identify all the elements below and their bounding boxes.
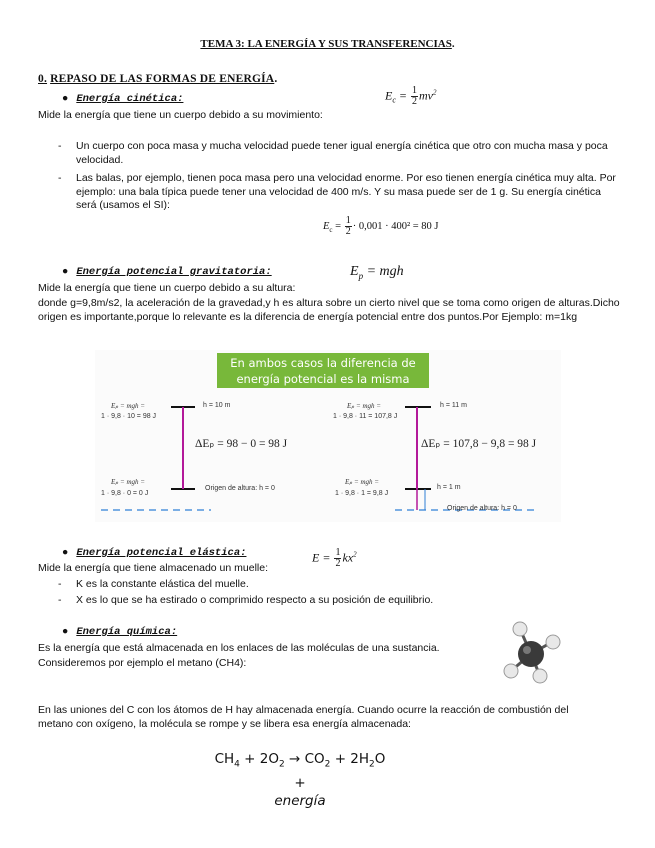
elastic-heading: ● Energía potencial elástica: bbox=[62, 547, 247, 559]
gravitational-formula: $E_p$ = mgh bbox=[350, 264, 404, 281]
gravitational-body: donde g=9,8m/s2, la aceleración de la gravedad,y h es altura sobre un cierto nivel que se toma como origen de alturas.Dicho origen es importante,porque lo relevante es la diferencia de energía potencial entre dos puntos.Por Ejemplo: m=1kg bbox=[38, 297, 620, 323]
kinetic-example-formula: $E_c$ = $\frac{1}{2}$ · 0,001 · 400² = 80 J bbox=[323, 215, 439, 237]
elastic-point-1: K es la constante elástica del muelle. bbox=[76, 578, 249, 590]
kinetic-heading: ● Energía cinética: bbox=[62, 93, 184, 105]
section-heading: 0. REPASO DE LAS FORMAS DE ENERGÍA. bbox=[38, 73, 278, 85]
chemical-line-2: Consideremos por ejemplo el metano (CH4): bbox=[38, 657, 247, 669]
chemical-line-1: Es la energía que está almacenada en los enlaces de las moléculas de una sustancia. bbox=[38, 642, 440, 654]
kinetic-intro: Mide la energía que tiene un cuerpo debido a su movimiento: bbox=[38, 109, 323, 121]
kinetic-point-2: Las balas, por ejemplo, tienen poca masa pero una velocidad enorme. Por eso tienen energía cinética muy alta. Por ejemplo: una bala típica puede tener una velocidad de 400 m/s. Y su masa puede ser de 1 g. Su energía cinética será (usamos el SI): bbox=[76, 172, 616, 211]
combustion-equation: $CH_4 + 2O_2 \to CO_2 + 2H_2O$ + energía bbox=[214, 751, 386, 809]
page-title: TEMA 3: LA ENERGÍA Y SUS TRANSFERENCIAS. bbox=[200, 38, 455, 50]
kinetic-formula: $E_c$ = $\frac{1}{2}$ $mv^2$ bbox=[385, 85, 437, 107]
gravitational-heading: ● Energía potencial gravitatoria: bbox=[62, 266, 272, 278]
chemical-heading: ● Energía química: bbox=[62, 626, 178, 638]
kinetic-point-1: Un cuerpo con poca masa y mucha velocidad puede tener igual energía cinética que otro con mucha masa y poca velocidad. bbox=[76, 140, 608, 166]
chemical-paragraph: En las uniones del C con los átomos de H hay almacenada energía. Cuando ocurre la reacción de combustión del metano con oxígeno, la molécula se rompe y se libera esa energía almacenada: bbox=[38, 704, 569, 730]
diagram-banner: En ambos casos la diferencia de energía potencial es la misma bbox=[217, 353, 429, 388]
elastic-point-2: X es lo que se ha estirado o comprimido respecto a su posición de equilibrio. bbox=[76, 594, 434, 606]
gravitational-intro: Mide la energía que tiene un cuerpo debido a su altura: bbox=[38, 282, 296, 294]
potential-energy-diagram: En ambos casos la diferencia de energía potencial es la misma Eₚ = mgh = 1 · 9,8 · 10 = 98 J h = 10 m ΔEₚ = 98 − 0 = 98 J Eₚ = mgh = 1 · 9,8 · 0 = 0 J Origen de altura: h = 0 Eₚ = mgh = 1 · 9,8 · 11 = 107,8 J h = 11 m ΔEₚ = 107,8 − 9,8 = 98 J Eₚ = mgh = 1 · 9,8 · 1 = 9,8 J h = 1 m Origen de altura: h = 0 bbox=[95, 350, 561, 522]
elastic-formula: E = $\frac{1}{2}$ $kx^2$ bbox=[312, 547, 357, 569]
elastic-intro: Mide la energía que tiene almacenado un muelle: bbox=[38, 562, 268, 574]
methane-molecule-image bbox=[500, 620, 562, 684]
